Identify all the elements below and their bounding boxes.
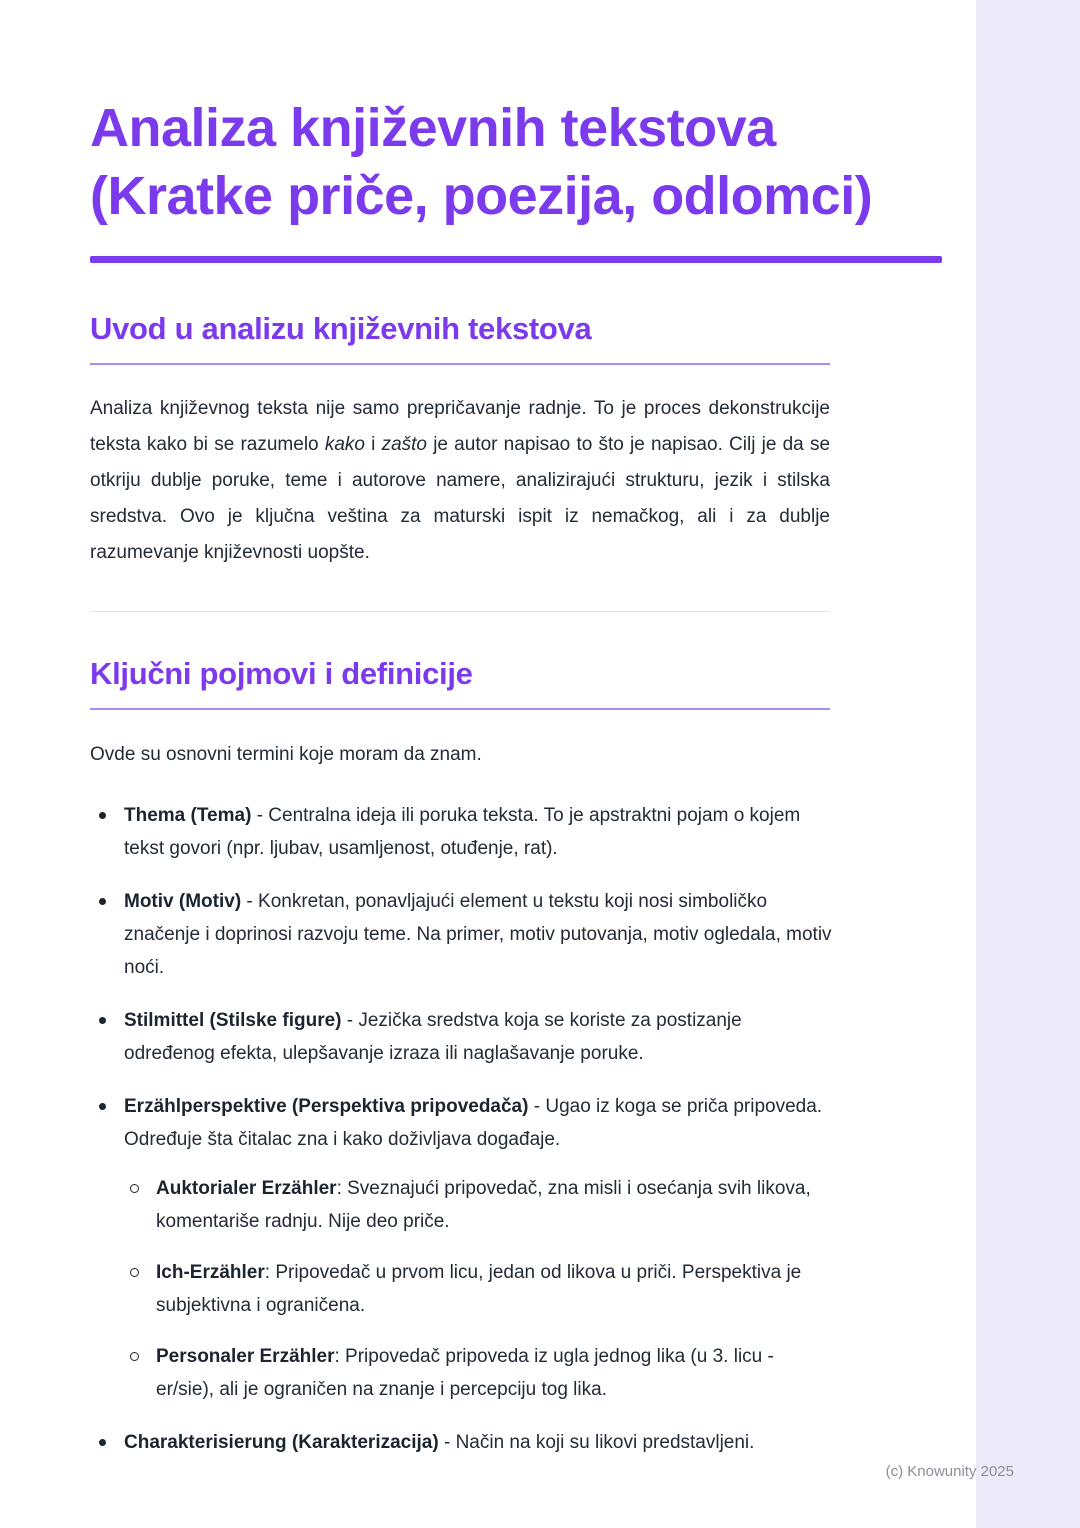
title-divider-rule: [90, 256, 942, 263]
term-definition: - Konkretan, ponavljajući element u tekstu koji nosi simboličko značenje i doprinosi razvoju teme. Na primer, motiv putovanja, motiv ogledala, motiv noći.: [124, 891, 832, 979]
term-definition: - Centralna ideja ili poruka teksta. To je apstraktni pojam o kojem tekst govori (npr. ljubav, usamljenost, otuđenje, rat).: [124, 805, 801, 860]
right-margin-strip: [976, 0, 1080, 1528]
list-item-stilmittel: [90, 1004, 836, 1070]
term-label: Charakterisierung (Karakterizacija): [124, 1432, 439, 1454]
intro-text-part: i: [364, 434, 382, 456]
narrator-sub-list: [124, 1172, 836, 1406]
list-item-thema: [90, 799, 836, 865]
section-intro: [90, 311, 942, 571]
intro-text-part: je autor napisao to što je napisao. Cilj je da se otkriju dublje poruke, teme i autorove namere, analizirajući strukturu, jezik i stilska sredstva. Ovo je ključna veština za maturski ispit iz nemačkog, ali i za dublje razumevanje književnosti uopšte.: [90, 434, 831, 564]
term-label: Erzählperspektive (Perspektiva pripovedača): [124, 1096, 529, 1118]
list-item-erzaehlperspektive: [90, 1090, 836, 1406]
intro-heading-underline: [90, 363, 830, 365]
intro-text-part: Analiza književnog teksta nije samo prepričavanje radnje. To je proces dekonstrukcije teksta kako bi se razumelo: [90, 398, 830, 456]
section-divider: [90, 611, 830, 612]
copyright-footer: (c) Knowunity 2025: [885, 1463, 1014, 1480]
intro-paragraph: [90, 391, 830, 571]
terms-section-heading: Ključni pojmovi i definicije: [90, 656, 473, 692]
term-label: Auktorialer Erzähler: [156, 1178, 337, 1200]
term-definition: - Jezička sredstva koja se koriste za postizanje određenog efekta, ulepšavanje izraza ili naglašavanje poruke.: [124, 1010, 742, 1065]
term-label: Stilmittel (Stilske figure): [124, 1010, 342, 1032]
terms-lead-text: Ovde su osnovni termini koje moram da znam.: [90, 744, 482, 766]
term-definition: : Sveznajući pripovedač, zna misli i osećanja svih likova, komentariše radnju. Nije deo priče.: [156, 1178, 811, 1233]
intro-section-heading: Uvod u analizu književnih tekstova: [90, 311, 592, 347]
document-content: [90, 94, 942, 1479]
term-label: Personaler Erzähler: [156, 1346, 335, 1368]
section-key-terms: [90, 656, 942, 1459]
term-label: Thema (Tema): [124, 805, 252, 827]
sub-item-ich-erzaehler: [124, 1256, 836, 1322]
list-item-charakterisierung: [90, 1426, 836, 1459]
term-definition: - Način na koji su likovi predstavljeni.: [438, 1432, 755, 1454]
sub-item-auktorialer: [124, 1172, 836, 1238]
term-label: Ich-Erzähler: [156, 1262, 265, 1284]
terms-heading-underline: [90, 708, 830, 710]
intro-italic-kako: kako: [324, 434, 365, 456]
term-definition: - Ugao iz koga se priča pripoveda. Određuje šta čitalac zna i kako doživljava događaje.: [124, 1096, 823, 1151]
term-definition: : Pripovedač pripoveda iz ugla jednog lika (u 3. licu - er/sie), ali je ograničen na znanje i percepciju tog lika.: [156, 1346, 774, 1401]
term-label: Motiv (Motiv): [124, 891, 242, 913]
intro-italic-zasto: zašto: [381, 434, 427, 456]
page-title: Analiza književnih tekstova (Kratke priče, poezija, odlomci): [90, 98, 873, 227]
terms-list: [90, 799, 836, 1459]
sub-item-personaler: [124, 1340, 836, 1406]
list-item-motiv: [90, 885, 836, 984]
term-definition: : Pripovedač u prvom licu, jedan od likova u priči. Perspektiva je subjektivna i ograničena.: [156, 1262, 802, 1317]
